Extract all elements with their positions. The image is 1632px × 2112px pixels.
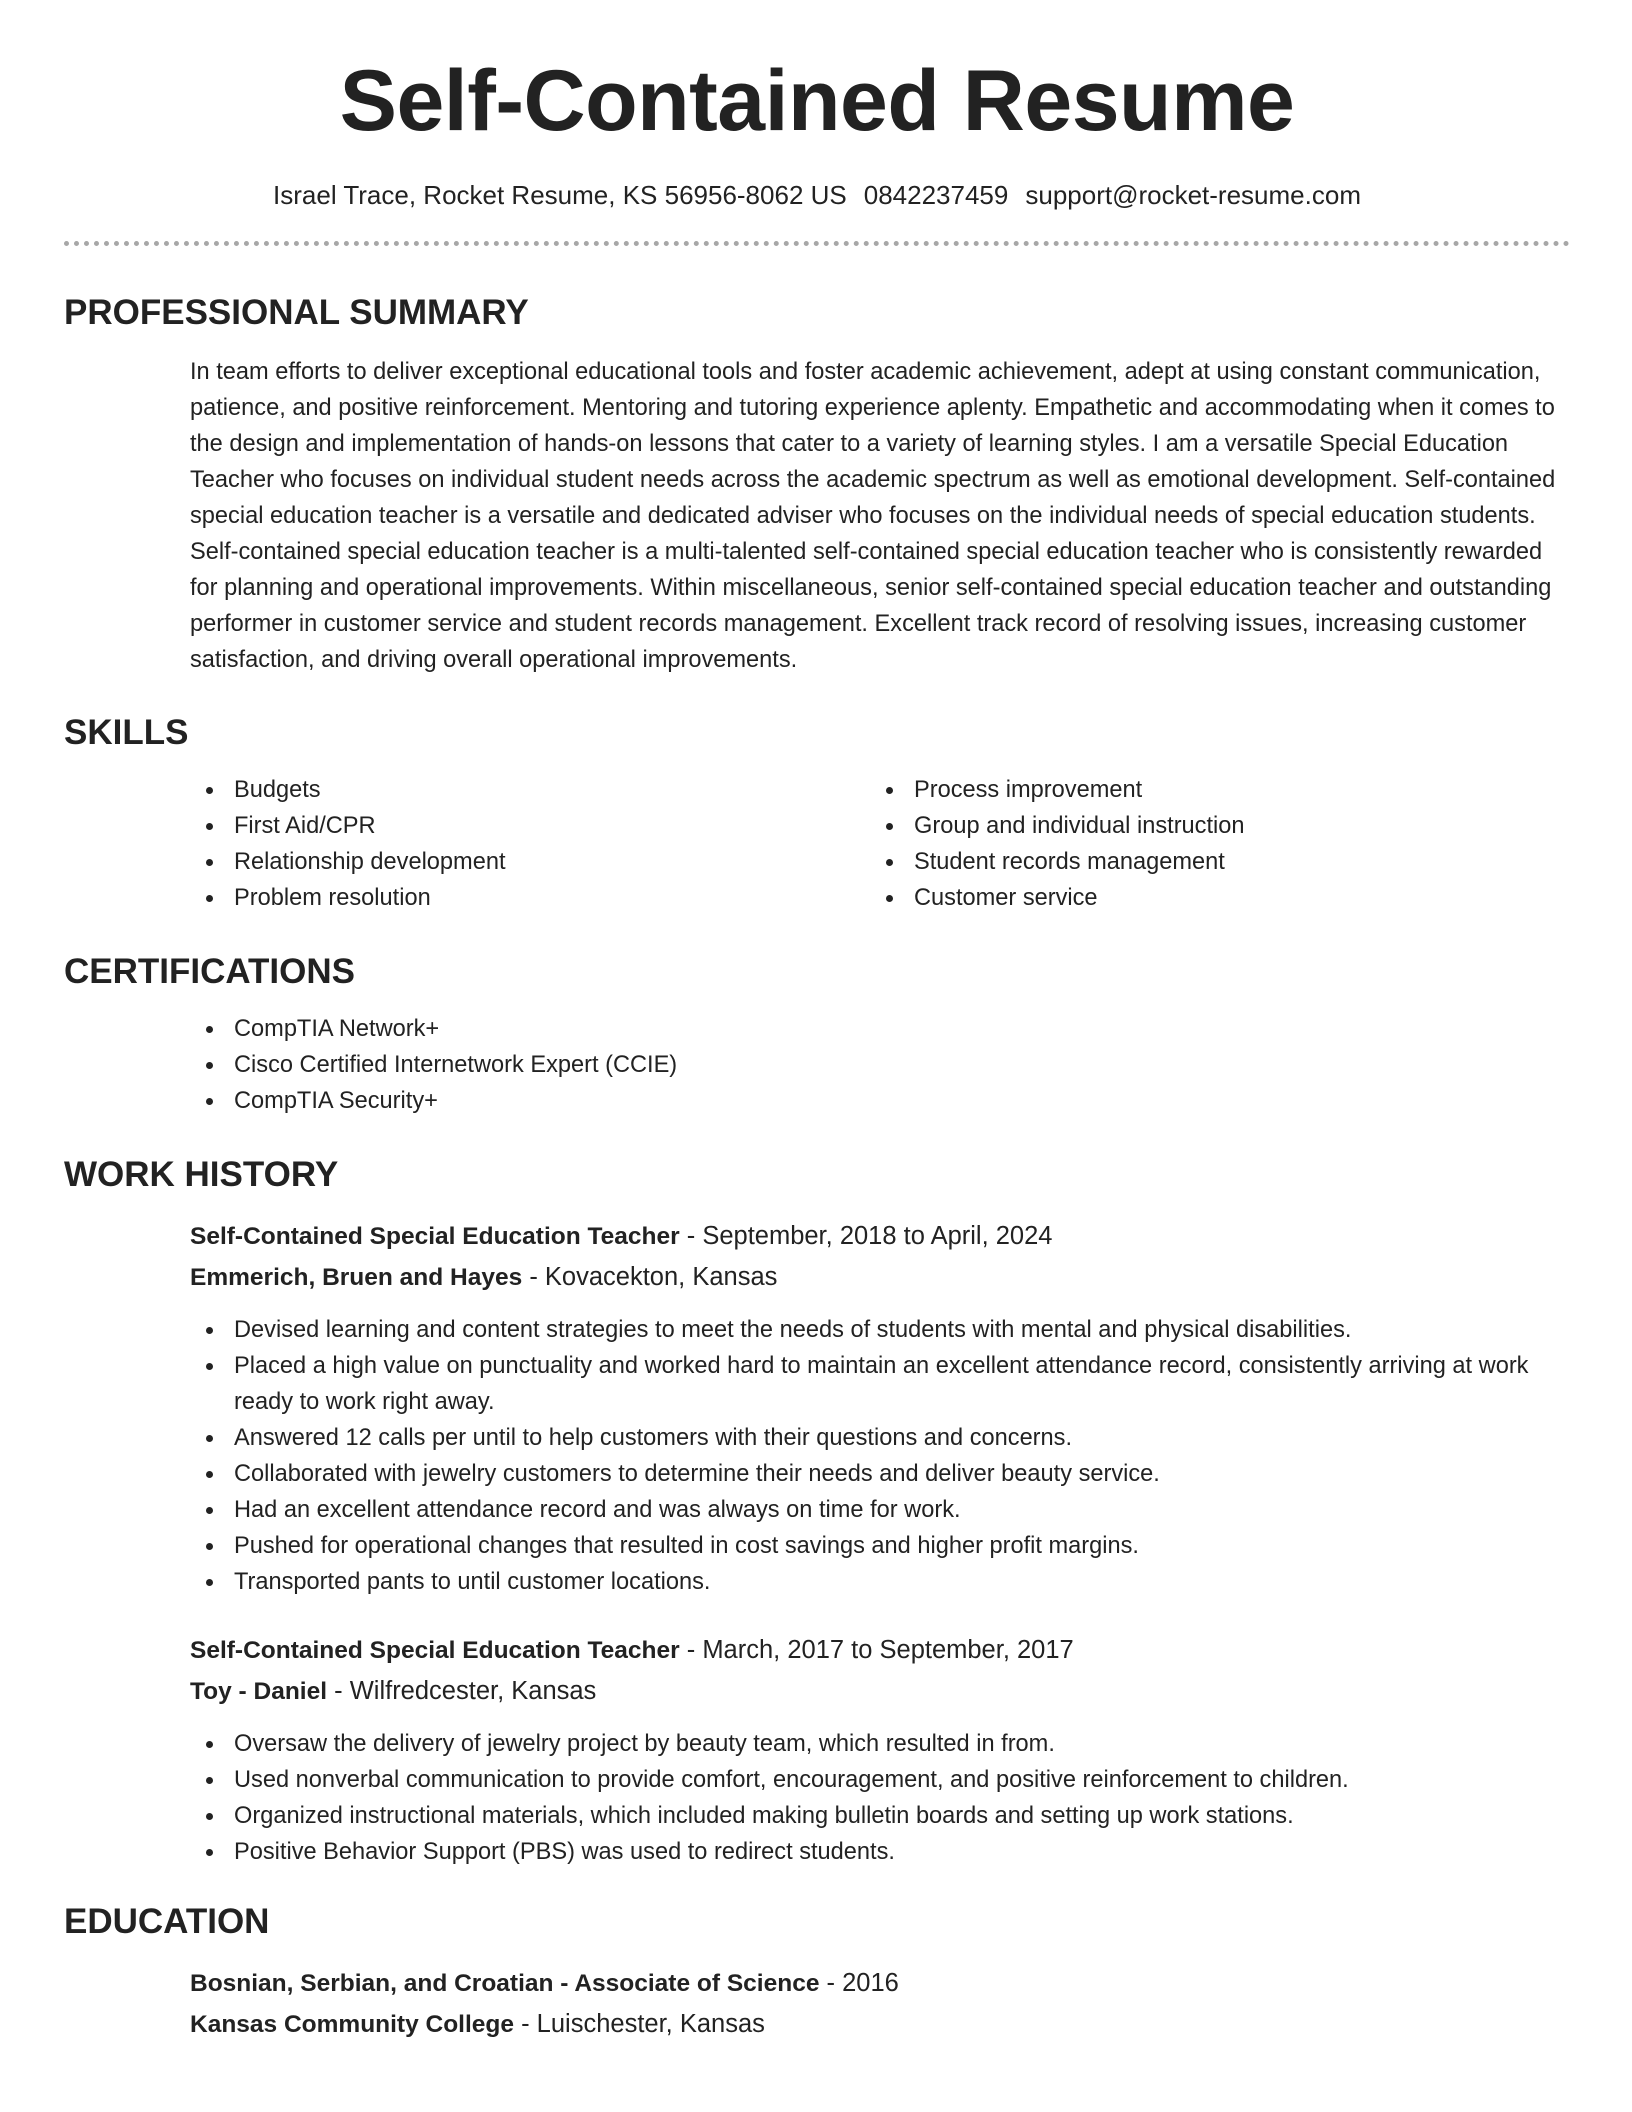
work-section bbox=[64, 1157, 1570, 1870]
list-item: Cisco Certified Internetwork Expert (CCIE) bbox=[190, 1047, 1570, 1083]
skills-list-left bbox=[190, 772, 870, 916]
skills-section bbox=[64, 715, 1570, 916]
list-item: Positive Behavior Support (PBS) was used to redirect students. bbox=[190, 1834, 1570, 1870]
contact-phone: 0842237459 bbox=[863, 180, 1009, 210]
contact-info bbox=[64, 180, 1570, 211]
job-dates: - March, 2017 to September, 2017 bbox=[679, 1636, 1074, 1664]
education-school: Kansas Community College bbox=[190, 2011, 515, 2038]
job-title-line bbox=[190, 1216, 1570, 1257]
list-item: Organized instructional materials, which included making bulletin boards and setting up work stations. bbox=[190, 1798, 1570, 1834]
education-degree-line bbox=[190, 1963, 1570, 2004]
list-item: Placed a high value on punctuality and worked hard to maintain an excellent attendance record, consistently arriving at work ready to work right away. bbox=[190, 1348, 1570, 1420]
list-item: Answered 12 calls per until to help customers with their questions and concerns. bbox=[190, 1420, 1570, 1456]
job-entry bbox=[190, 1216, 1570, 1600]
job-location: - Wilfredcester, Kansas bbox=[327, 1677, 597, 1705]
job-location: - Kovacekton, Kansas bbox=[522, 1263, 778, 1291]
list-item: Relationship development bbox=[190, 844, 870, 880]
header-divider bbox=[64, 241, 1570, 246]
job-entry bbox=[190, 1630, 1570, 1870]
summary-text: In team efforts to deliver exceptional educational tools and foster academic achievement, adept at using constant communication, patience, and positive reinforcement. Mentoring and tutoring experience aplenty. Empathetic and accommodating when it comes to the design and implementation of hands-on lessons that cater to a variety of learning styles. I am a versatile Special Education Teacher who focuses on individual student needs across the academic spectrum as well as emotional development. Self-contained special education teacher is a versatile and dedicated adviser who focuses on the individual needs of special education students. Self-contained special education teacher is a multi-talented self-contained special education teacher who is consistently rewarded for planning and operational improvements. Within miscellaneous, senior self-contained special education teacher and outstanding performer in customer service and student records management. Excellent track record of resolving issues, increasing customer satisfaction, and driving overall operational improvements. bbox=[190, 359, 1556, 673]
contact-address: Israel Trace, Rocket Resume, KS 56956-8062 US bbox=[273, 180, 847, 210]
list-item: Used nonverbal communication to provide comfort, encouragement, and positive reinforcement to children. bbox=[190, 1762, 1570, 1798]
list-item: CompTIA Security+ bbox=[190, 1083, 1570, 1119]
list-item: Oversaw the delivery of jewelry project by beauty team, which resulted in from. bbox=[190, 1726, 1570, 1762]
job-title-line bbox=[190, 1630, 1570, 1671]
list-item: Student records management bbox=[870, 844, 1550, 880]
education-section bbox=[64, 1904, 1570, 2045]
job-company: Toy - Daniel bbox=[190, 1678, 328, 1705]
job-company-line bbox=[190, 1257, 1570, 1298]
list-item: Pushed for operational changes that resulted in cost savings and higher profit margins. bbox=[190, 1528, 1570, 1564]
job-title: Self-Contained Special Education Teacher bbox=[190, 1223, 680, 1250]
certifications-list bbox=[190, 1011, 1570, 1119]
education-entry bbox=[190, 1963, 1570, 2045]
list-item: Collaborated with jewelry customers to determine their needs and deliver beauty service. bbox=[190, 1456, 1570, 1492]
job-bullets bbox=[64, 1726, 1570, 1870]
job-bullets bbox=[64, 1312, 1570, 1600]
education-year: - 2016 bbox=[819, 1969, 899, 1997]
list-item: Had an excellent attendance record and was always on time for work. bbox=[190, 1492, 1570, 1528]
list-item: Problem resolution bbox=[190, 880, 870, 916]
contact-email: support@rocket-resume.com bbox=[1025, 180, 1361, 210]
education-degree: Bosnian, Serbian, and Croatian - Associate of Science bbox=[190, 1970, 820, 1997]
certifications-section bbox=[64, 954, 1570, 1119]
skills-list-right bbox=[870, 772, 1550, 916]
list-item: Budgets bbox=[190, 772, 870, 808]
summary-section bbox=[64, 295, 1570, 678]
list-item: Process improvement bbox=[870, 772, 1550, 808]
job-title: Self-Contained Special Education Teacher bbox=[190, 1637, 680, 1664]
skills-heading: SKILLS bbox=[64, 713, 189, 752]
resume-title: Self-Contained Resume bbox=[339, 53, 1295, 149]
list-item: Transported pants to until customer locations. bbox=[190, 1564, 1570, 1600]
skills-grid bbox=[190, 772, 1570, 916]
list-item: First Aid/CPR bbox=[190, 808, 870, 844]
certifications-heading: CERTIFICATIONS bbox=[64, 952, 356, 991]
list-item: CompTIA Network+ bbox=[190, 1011, 1570, 1047]
education-school-line bbox=[190, 2004, 1570, 2045]
summary-heading: PROFESSIONAL SUMMARY bbox=[64, 293, 529, 332]
work-heading: WORK HISTORY bbox=[64, 1155, 339, 1194]
education-heading: EDUCATION bbox=[64, 1902, 270, 1941]
job-dates: - September, 2018 to April, 2024 bbox=[679, 1222, 1053, 1250]
list-item: Group and individual instruction bbox=[870, 808, 1550, 844]
resume-page bbox=[64, 0, 1570, 2045]
job-company-line bbox=[190, 1671, 1570, 1712]
education-location: - Luischester, Kansas bbox=[514, 2010, 765, 2038]
list-item: Customer service bbox=[870, 880, 1550, 916]
job-company: Emmerich, Bruen and Hayes bbox=[190, 1264, 523, 1291]
list-item: Devised learning and content strategies to meet the needs of students with mental and physical disabilities. bbox=[190, 1312, 1570, 1348]
